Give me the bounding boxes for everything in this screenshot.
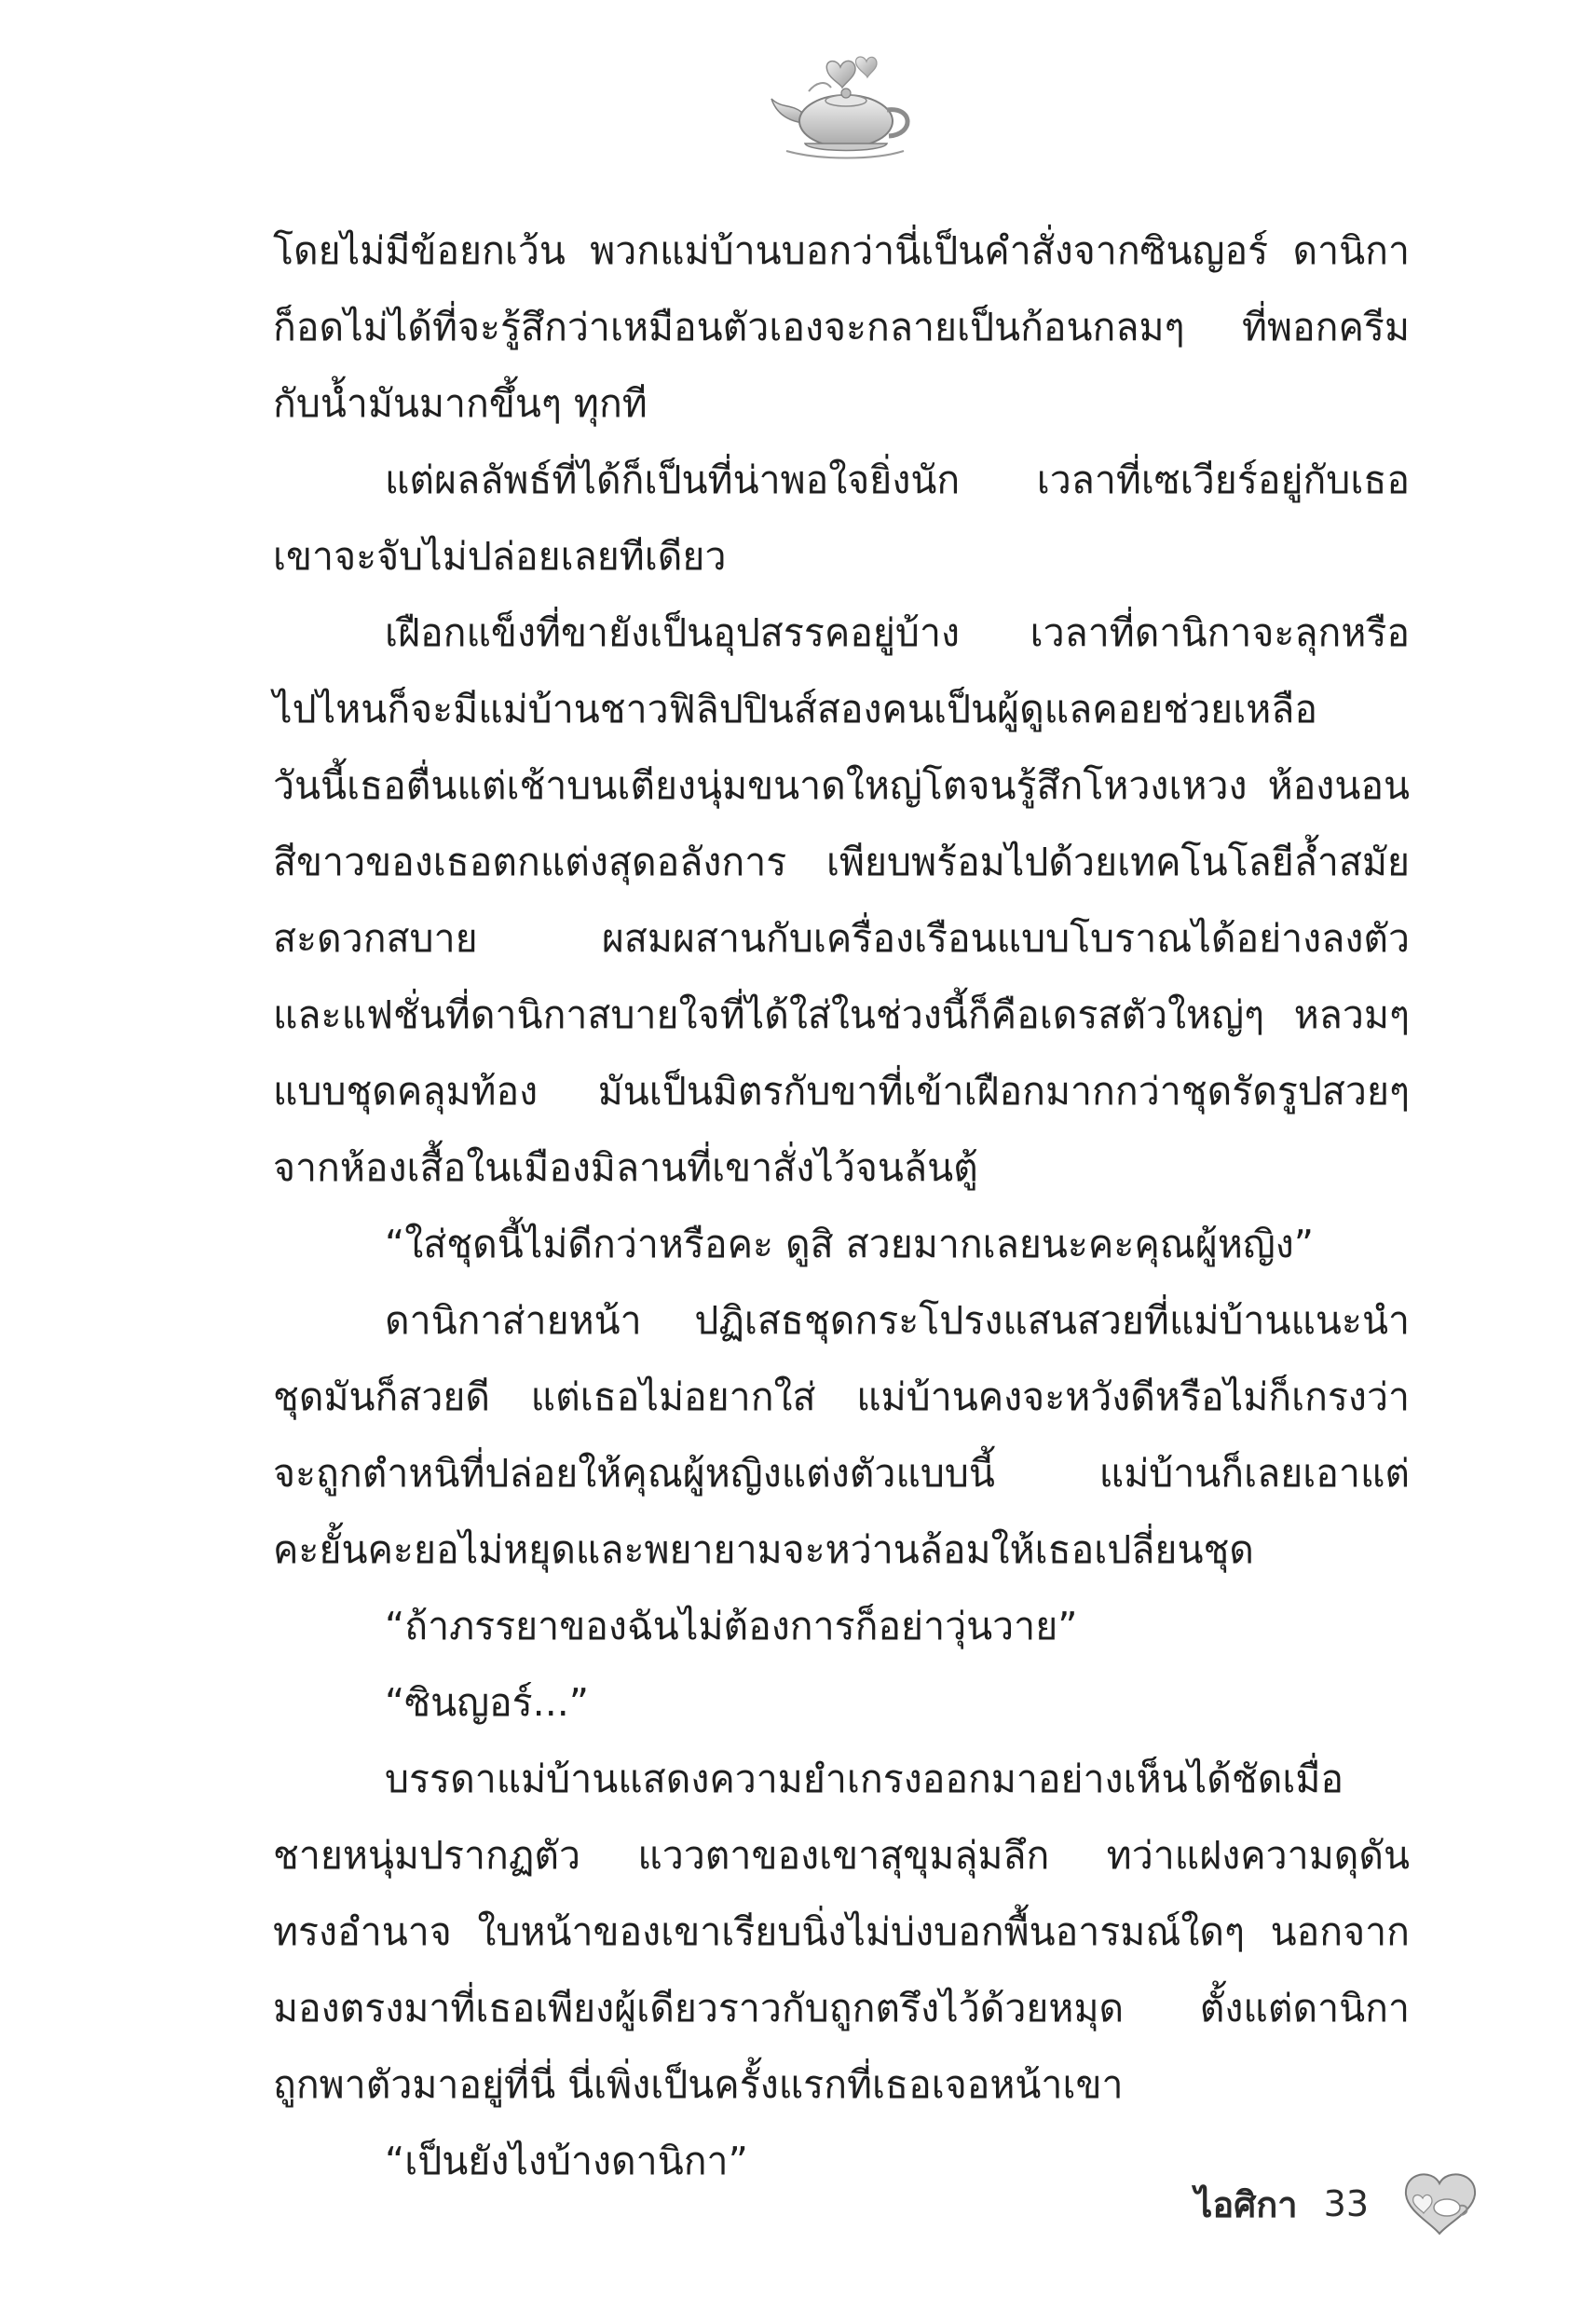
text-line: จากห้องเสื้อในเมืองมิลานที่เขาสั่งไว้จนล้นตู้ [273,1145,978,1190]
text-line: กับน้ำมันมากขึ้นๆ ทุกที [273,381,648,426]
text-line: ทรงอำนาจ ใบหน้าของเขาเรียบนิ่งไม่บ่งบอกพื้นอารมณ์ใดๆ นอกจาก [273,1909,1410,1954]
text-line: มองตรงมาที่เธอเพียงผู้เดียวราวกับถูกตรึงไว้ด้วยหมุด ตั้งแต่ดานิกา [273,1986,1410,2031]
text-line: ถูกพาตัวมาอยู่ที่นี่ นี่เพิ่งเป็นครั้งแรกที่เธอเจอหน้าเขา [273,2062,1124,2107]
running-title: ไอศิกา [1194,2183,1298,2225]
text-line: แต่ผลลัพธ์ที่ได้ก็เป็นที่น่าพอใจยิ่งนัก เวลาที่เซเวียร์อยู่กับเธอ [385,458,1410,502]
text-line: ชายหนุ่มปรากฏตัว แววตาของเขาสุขุมลุ่มลึก ทว่าแฝงความดุดัน [273,1833,1410,1878]
text-line: ดานิกาส่ายหน้า ปฏิเสธชุดกระโปรงแสนสวยที่แม่บ้านแนะนำ [385,1298,1410,1343]
text-line: และแฟชั่นที่ดานิกาสบายใจที่ได้ใส่ในช่วงนี้ก็คือเดรสตัวใหญ่ๆ หลวมๆ [273,992,1410,1037]
text-line: ก็อดไม่ได้ที่จะรู้สึกว่าเหมือนตัวเองจะกลายเป็นก้อนกลมๆ ที่พอกครีม [273,305,1410,349]
text-line: คะยั้นคะยอไม่หยุดและพยายามจะหว่านล้อมให้เธอเปลี่ยนชุด [273,1527,1254,1572]
text-line: จะถูกตำหนิที่ปล่อยให้คุณผู้หญิงแต่งตัวแบบนี้ แม่บ้านก็เลยเอาแต่ [273,1451,1410,1496]
text-line: ชุดมันก็สวยดี แต่เธอไม่อยากใส่ แม่บ้านคงจะหวังดีหรือไม่ก็เกรงว่า [273,1374,1410,1419]
text-line: สะดวกสบาย ผสมผสานกับเครื่องเรือนแบบโบราณได้อย่างลงตัว [273,916,1410,961]
text-line: วันนี้เธอตื่นแต่เช้าบนเตียงนุ่มขนาดใหญ่โตจนรู้สึกโหวงเหวง ห้องนอน [273,763,1410,808]
dialogue-line: “ซินญอร์...” [385,1680,590,1725]
text-line: เขาจะจับไม่ปล่อยเลยทีเดียว [273,534,727,579]
text-line: โดยไม่มีข้อยกเว้น พวกแม่บ้านบอกว่านี่เป็นคำสั่งจากซินญอร์ ดานิกา [273,228,1410,273]
text-line: บรรดาแม่บ้านแสดงความยำเกรงออกมาอย่างเห็นได้ชัดเมื่อ [385,1757,1344,1801]
heart-teapot-icon [1395,2170,1484,2237]
text-line: ไปไหนก็จะมีแม่บ้านชาวฟิลิปปินส์สองคนเป็นผู้ดูแลคอยช่วยเหลือ [273,687,1317,732]
text-line: สีขาวของเธอตกแต่งสุดอลังการ เพียบพร้อมไปด้วยเทคโนโลยีล้ำสมัย [273,840,1410,884]
teapot-with-hearts-icon [764,54,922,166]
page-number: 33 [1323,2183,1369,2224]
page-footer [1194,2162,1484,2246]
dialogue-line: “ใส่ชุดนี้ไม่ดีกว่าหรือคะ ดูสิ สวยมากเลยนะคะคุณผู้หญิง” [385,1222,1315,1266]
dialogue-line: “ถ้าภรรยาของฉันไม่ต้องการก็อย่าวุ่นวาย” [385,1604,1078,1648]
body-text [273,212,1410,2199]
text-line: เฝือกแข็งที่ขายังเป็นอุปสรรคอยู่บ้าง เวลาที่ดานิกาจะลุกหรือ [385,610,1410,655]
dialogue-line: “เป็นยังไงบ้างดานิกา” [385,2139,748,2183]
text-line: แบบชุดคลุมท้อง มันเป็นมิตรกับขาที่เข้าเฝือกมากกว่าชุดรัดรูปสวยๆ [273,1069,1410,1114]
